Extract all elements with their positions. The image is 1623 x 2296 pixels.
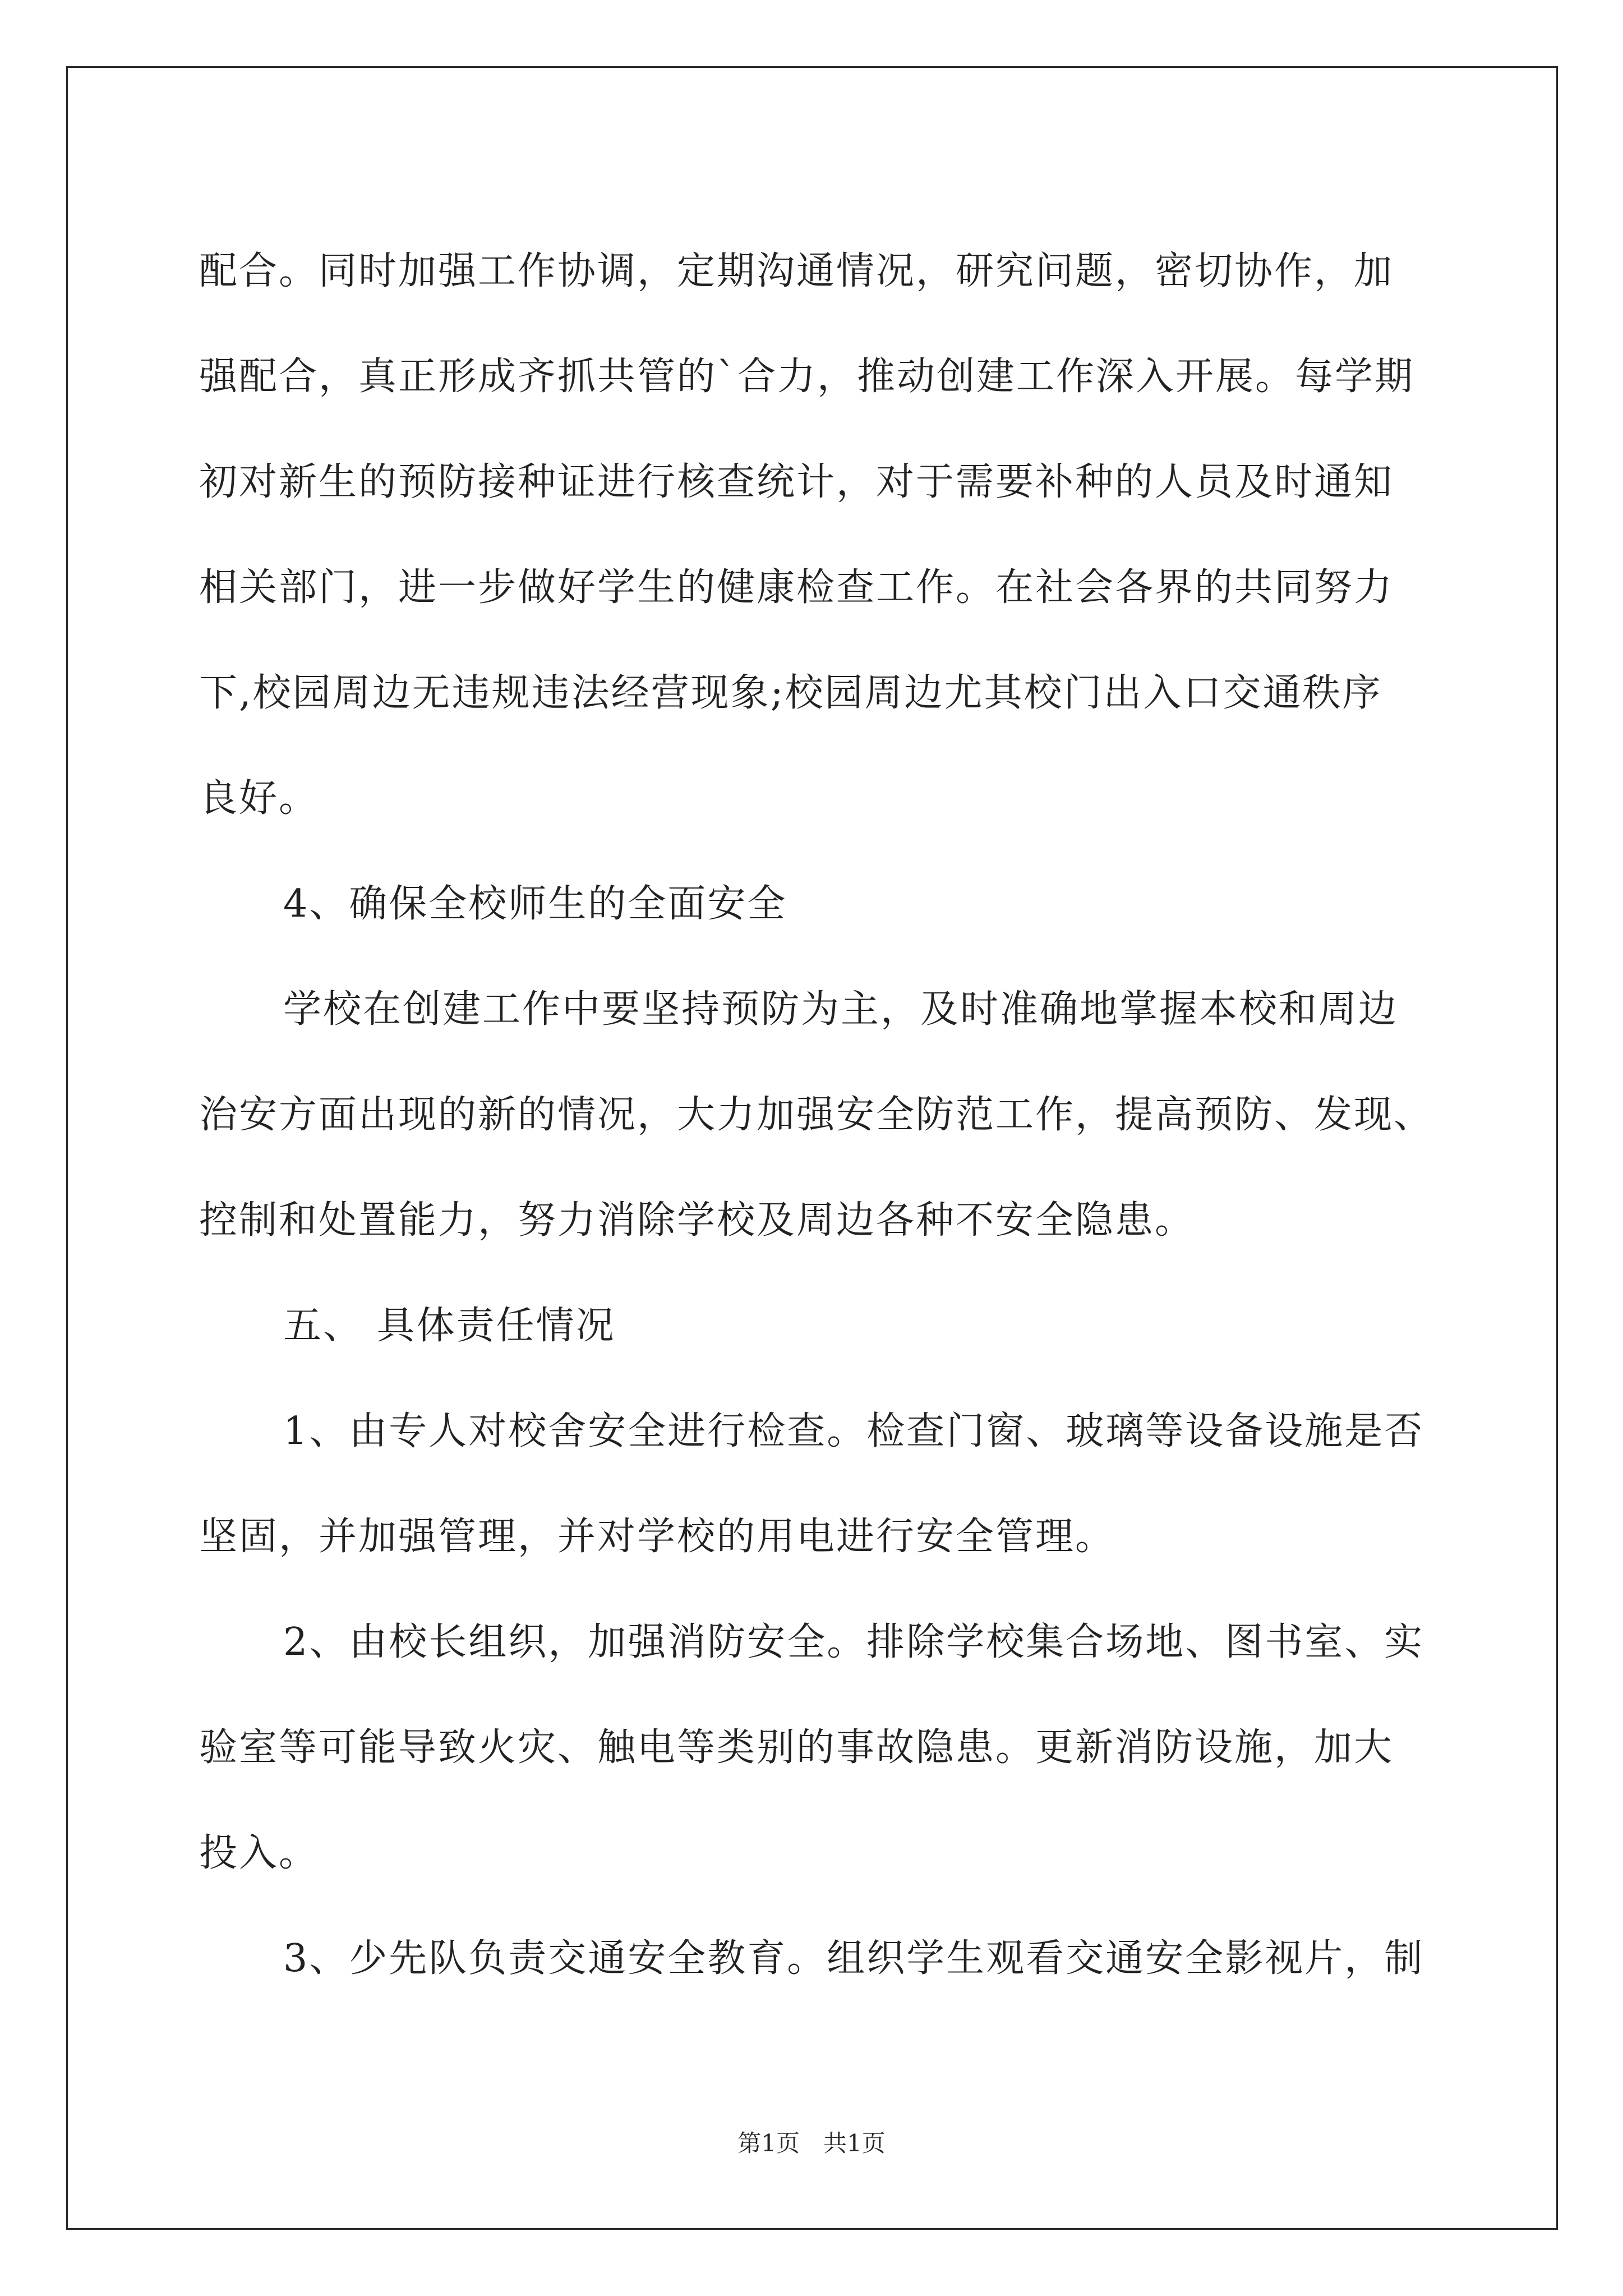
page-footer: 第1页 共1页 <box>737 2129 886 2157</box>
paragraph-section-4: 学校在创建工作中要坚持预防为主，及时准确地掌握本校和周边 治安方面出现的新的情况，大力加强安全防范工作，提高预防、发现、 控制和处置能力，努力消除学校及周边各种不安全隐患。 <box>199 987 1434 1243</box>
list-item-3: 3、少先队负责交通安全教育。组织学生观看交通安全影视片，制 <box>283 1936 1424 1981</box>
paragraph-continuation: 配合。同时加强工作协调，定期沟通情况，研究问题，密切协作，加 强配合，真正形成齐抓共管的`合力，推动创建工作深入开展。每学期 初对新生的预防接种证进行核查统计，对于需要补种的人员及时通知 相关部门，进一步做好学生的健康检查工作。在社会各界的共同努力 下,校园周边无违规违法经营现象;校园周边尤其校门出入口交通秩序 良好。 <box>199 249 1415 821</box>
list-item-2: 2、由校长组织，加强消防安全。排除学校集合场地、图书室、实 验室等可能导致火灾、触电等类别的事故隐患。更新消防设施，加大 投入。 <box>199 1620 1424 1875</box>
section-heading-4: 4、确保全校师生的全面安全 <box>283 882 787 926</box>
list-item-1: 1、由专人对校舍安全进行检查。检查门窗、玻璃等设备设施是否 坚固，并加强管理，并对学校的用电进行安全管理。 <box>199 1409 1424 1559</box>
document-body <box>199 219 1478 2012</box>
section-heading-5: 五、 具体责任情况 <box>283 1304 616 1348</box>
